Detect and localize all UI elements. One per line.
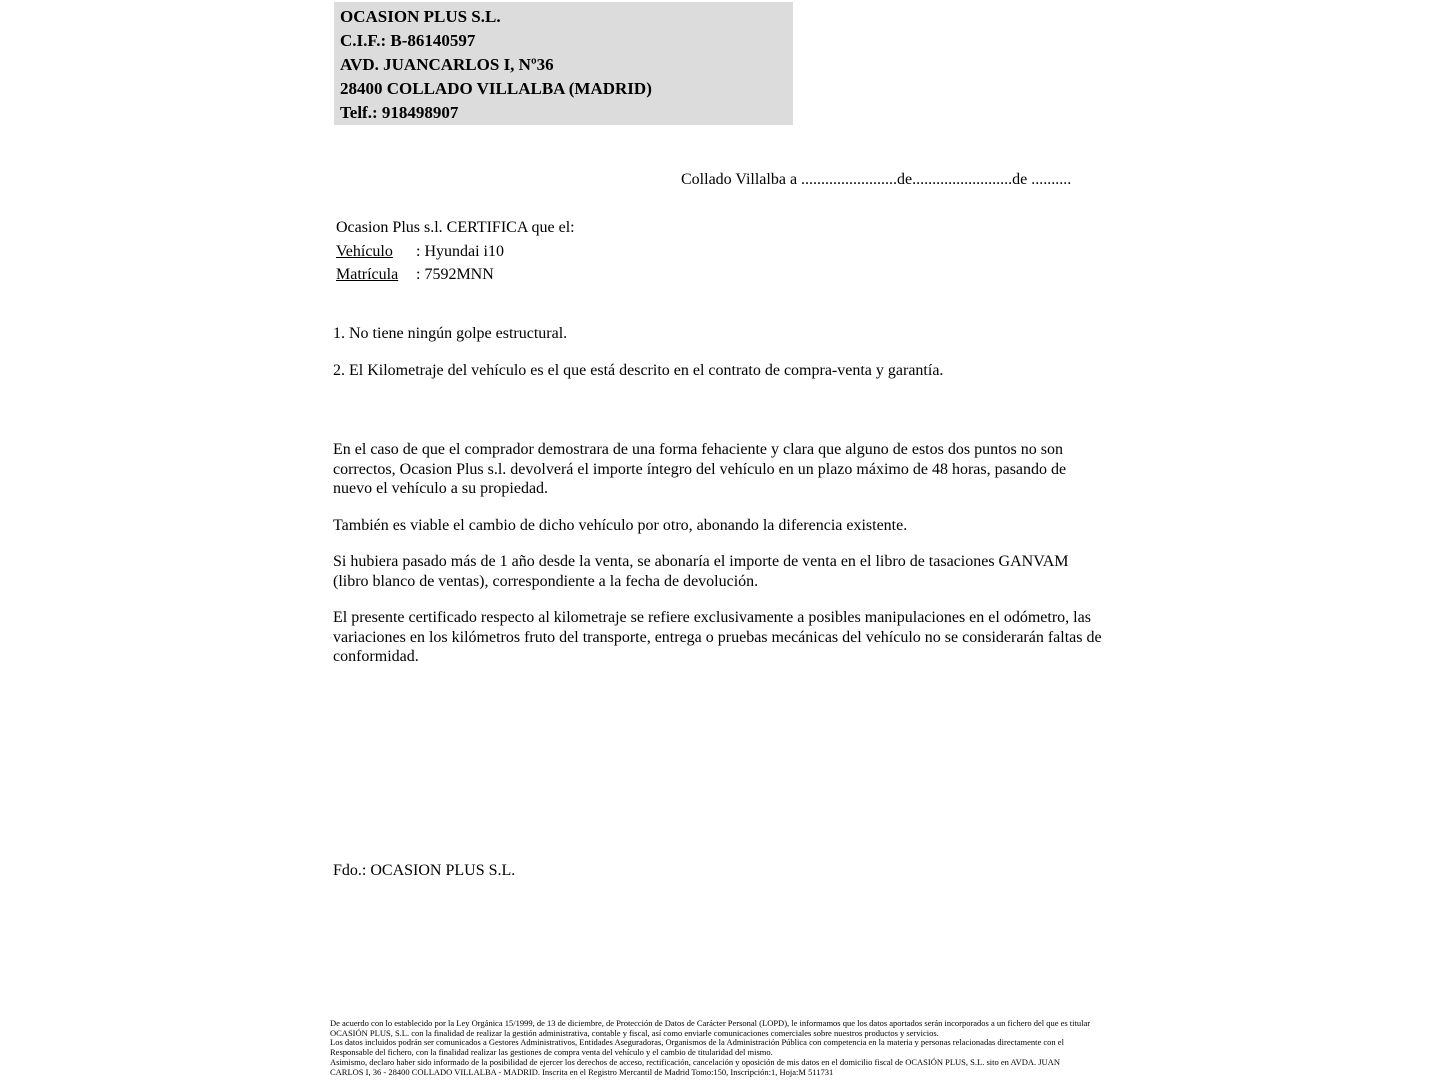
paragraph-exchange: También es viable el cambio de dicho vehículo por otro, abonando la diferencia existente. bbox=[333, 516, 908, 534]
legal-footer bbox=[330, 1019, 1120, 1077]
date-blank-line: Collado Villalba a ........................de.........................de .......... bbox=[681, 171, 1072, 188]
legal-line: CARLOS I, 36 - 28400 COLLADO VILLALBA - MADRID. Inscrita en el Registro Mercantil de Madrid Tomo:150, Inscripción:1, Hoja:M 511731 bbox=[330, 1066, 834, 1077]
certify-point-1: 1. No tiene ningún golpe estructural. bbox=[333, 325, 568, 342]
company-cif: C.I.F.: B-86140597 bbox=[340, 31, 476, 50]
plate-value: : 7592MNN bbox=[416, 266, 494, 283]
vehicle-field bbox=[336, 240, 575, 264]
paragraph-ganvam: Si hubiera pasado más de 1 año desde la venta, se abonaría el importe de venta en el libro de tasaciones GANVAM (libro blanco de ventas), correspondiente a la fecha de devolución. bbox=[333, 553, 1069, 590]
legal-line: Responsable del fichero, con la finalidad realizar las gestiones de compra venta del vehículo y el cambio de titularidad del mismo. bbox=[330, 1047, 773, 1058]
plate-label: Matrícula bbox=[336, 266, 399, 283]
plate-field bbox=[336, 263, 575, 287]
company-address: AVD. JUANCARLOS I, Nº36 bbox=[340, 55, 554, 74]
company-header-box bbox=[334, 2, 793, 125]
certify-title: Ocasion Plus s.l. CERTIFICA que el: bbox=[336, 219, 575, 236]
signature-line: Fdo.: OCASION PLUS S.L. bbox=[333, 862, 516, 879]
legal-line: Asimismo, declaro haber sido informado de la posibilidad de ejercer los derechos de acceso, rectificación, cancelación y oposición de mis datos en el domicilio fiscal de OCASIÓN PLUS, S.L. sito en AVDA. JUAN bbox=[330, 1056, 1060, 1067]
legal-line: OCASIÓN PLUS, S.L. con la finalidad de realizar la gestión administrativa, contable y fiscal, así como enviarle comunicaciones comerciales sobre nuestros productos y servicios. bbox=[330, 1027, 939, 1038]
body-text bbox=[333, 440, 1103, 684]
vehicle-value: : Hyundai i10 bbox=[416, 242, 504, 260]
legal-line: De acuerdo con lo establecido por la Ley Orgánica 15/1999, de 13 de diciembre, de Protección de Datos de Carácter Personal (LOPD), le informamos que los datos aportados serán incorporados a un fichero del que es titular bbox=[330, 1018, 1091, 1028]
legal-line: Los datos incluidos podrán ser comunicados a Gestores Administrativos, Entidades Aseguradoras, Organismos de la Administración Pública con competencia en la materia y personas relacionadas directamente con el bbox=[330, 1037, 1064, 1048]
company-city: 28400 COLLADO VILLALBA (MADRID) bbox=[340, 79, 652, 98]
certify-point-2: 2. El Kilometraje del vehículo es el que está descrito en el contrato de compra-venta y garantía. bbox=[333, 362, 944, 379]
company-name: OCASION PLUS S.L. bbox=[340, 7, 501, 26]
paragraph-odometer: El presente certificado respecto al kilometraje se refiere exclusivamente a posibles manipulaciones en el odómetro, las variaciones en los kilómetros fruto del transporte, entrega o pruebas mecánicas del vehículo no se considerarán faltas de conformidad. bbox=[333, 609, 1102, 665]
paragraph-refund: En el caso de que el comprador demostrara de una forma fehaciente y clara que alguno de estos dos puntos no son correctos, Ocasion Plus s.l. devolverá el importe íntegro del vehículo en un plazo máximo de 48 horas, pasando de nuevo el vehículo a su propiedad. bbox=[333, 441, 1067, 497]
company-phone: Telf.: 918498907 bbox=[340, 103, 459, 122]
vehicle-label: Vehículo bbox=[336, 242, 393, 260]
certification-block bbox=[336, 216, 575, 287]
